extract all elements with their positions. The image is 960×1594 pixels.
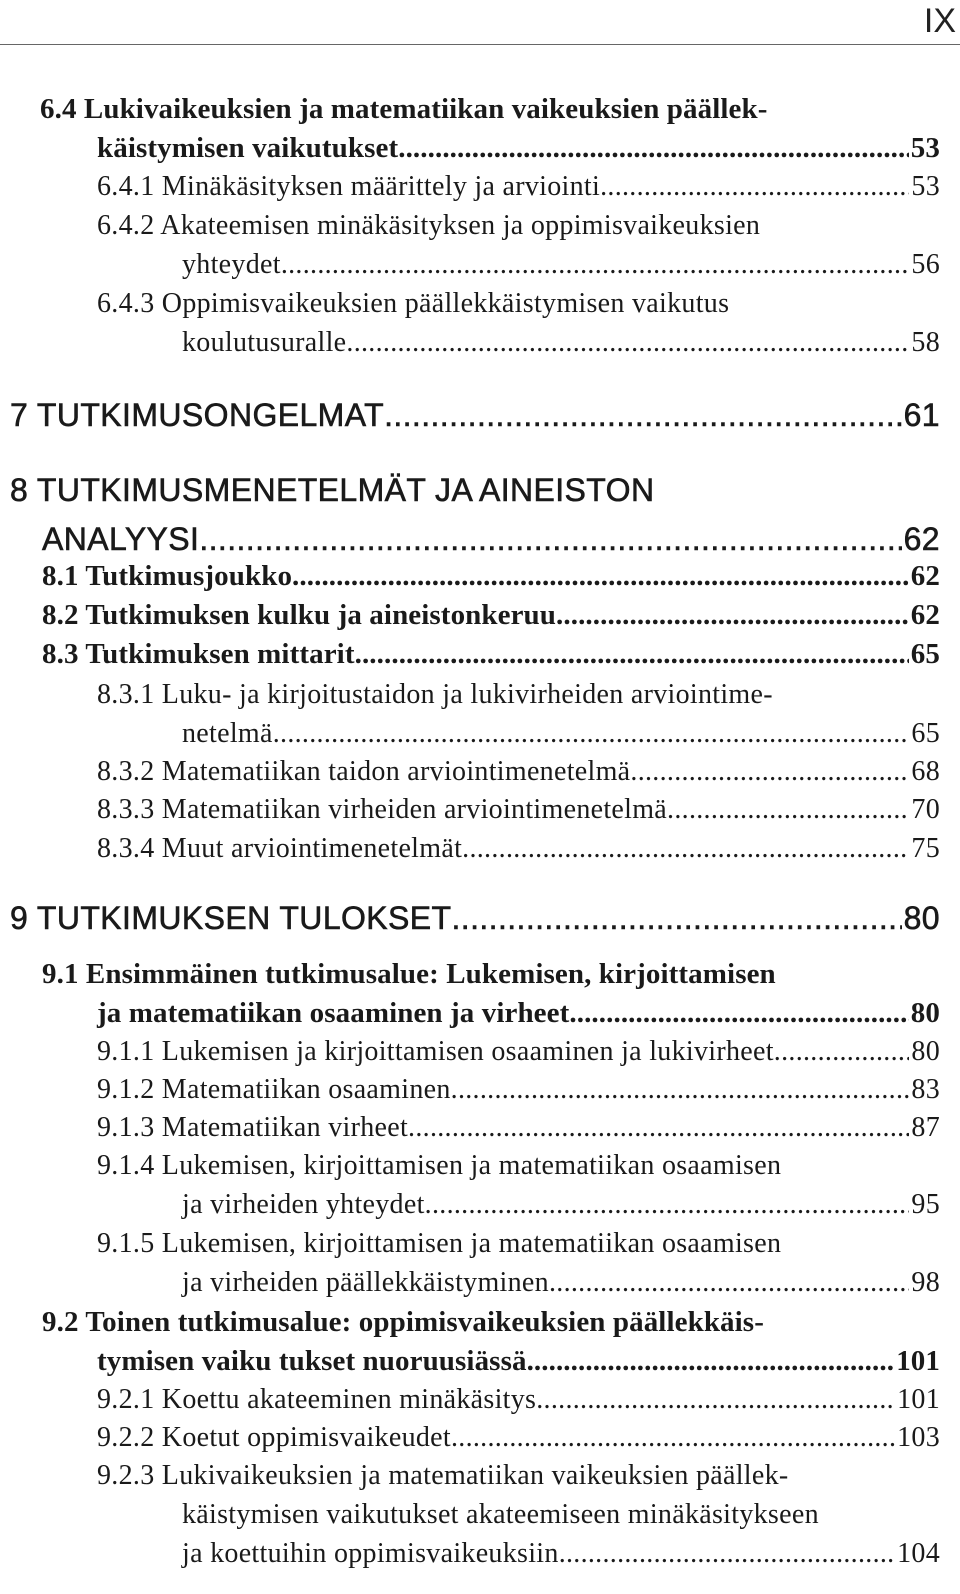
toc-page-number: 58 xyxy=(911,327,940,358)
toc-entry-title: 9.1.1 Lukemisen ja kirjoittamisen osaaminen ja lukivirheet xyxy=(97,1036,774,1067)
toc-entry-title: 9.2 Toinen tutkimusalue: oppimisvaikeuksien päällekkäis- xyxy=(42,1306,764,1338)
dot-leader xyxy=(451,1074,910,1106)
toc-entry-title: 8.3 Tutkimuksen mittarit xyxy=(42,638,355,670)
toc-page-number: 68 xyxy=(911,756,940,787)
toc-entry-title: ja virheiden yhteydet xyxy=(182,1189,425,1220)
toc-entry-title: käistymisen vaikutukset xyxy=(97,132,399,164)
toc-chapter-9[interactable] xyxy=(10,900,940,937)
toc-page-number: 80 xyxy=(903,900,940,936)
toc-entry-6-4-line2[interactable] xyxy=(97,132,940,165)
toc-entry-9-2-line2[interactable] xyxy=(97,1345,940,1378)
toc-entry-title: 6.4 Lukivaikeuksien ja matematiikan vaikeuksien päällek- xyxy=(40,93,768,125)
toc-entry-9-1-4-line1[interactable] xyxy=(97,1150,940,1182)
dot-leader xyxy=(398,132,909,165)
toc-entry-title: 9 TUTKIMUKSEN TULOKSET xyxy=(10,900,452,936)
toc-entry-title: 8.3.3 Matematiikan virheiden arviointimenetelmä xyxy=(97,794,668,825)
toc-chapter-8-line1[interactable] xyxy=(10,472,940,509)
toc-chapter-7[interactable] xyxy=(10,397,940,434)
toc-entry-8-3-2[interactable] xyxy=(97,756,940,788)
toc-entry-title: 7 TUTKIMUSONGELMAT xyxy=(10,397,385,433)
toc-page-number: 53 xyxy=(910,132,940,164)
toc-entry-title: 6.4.1 Minäkäsityksen määrittely ja arviointi xyxy=(97,171,601,202)
toc-entry-9-1-4-line2[interactable] xyxy=(182,1189,940,1221)
toc-page-number: 101 xyxy=(897,1384,940,1415)
toc-entry-title: 8.3.4 Muut arviointimenetelmät xyxy=(97,833,463,864)
toc-page-number: 65 xyxy=(910,638,940,670)
dot-leader xyxy=(667,794,909,826)
dot-leader xyxy=(408,1112,909,1144)
toc-page-number: 65 xyxy=(911,718,940,749)
toc-entry-8-3-1-line2[interactable] xyxy=(182,718,940,750)
toc-entry-title: 9.1.4 Lukemisen, kirjoittamisen ja matematiikan osaamisen xyxy=(97,1150,782,1181)
dot-leader xyxy=(559,1538,895,1570)
toc-page-number: 61 xyxy=(903,397,940,433)
toc-page-number: 62 xyxy=(903,521,940,557)
toc-entry-title: 9.1.5 Lukemisen, kirjoittamisen ja matematiikan osaamisen xyxy=(97,1228,782,1259)
toc-entry-9-1-1[interactable] xyxy=(97,1036,940,1068)
toc-page-number: 104 xyxy=(897,1538,940,1569)
toc-page-number: 75 xyxy=(911,833,940,864)
dot-leader xyxy=(292,560,909,593)
toc-entry-6-4-3-line2[interactable] xyxy=(182,327,940,359)
toc-entry-6-4-1[interactable] xyxy=(97,171,940,203)
toc-page-number: 62 xyxy=(910,560,940,592)
toc-entry-9-2-3-line2[interactable] xyxy=(182,1499,940,1531)
toc-page-number: 80 xyxy=(910,997,940,1029)
toc-page-number: 95 xyxy=(911,1189,940,1220)
toc-entry-8-3-1-line1[interactable] xyxy=(97,679,940,711)
toc-page-number: 53 xyxy=(911,171,940,202)
toc-entry-title: 8.3.2 Matematiikan taidon arviointimenetelmä xyxy=(97,756,631,787)
dot-leader xyxy=(199,521,901,558)
toc-entry-title: 8.1 Tutkimusjoukko xyxy=(42,560,293,592)
toc-entry-title: 6.4.3 Oppimisvaikeuksien päällekkäistymisen vaikutus xyxy=(97,288,730,319)
dot-leader xyxy=(774,1036,910,1068)
toc-entry-title: 8.2 Tutkimuksen kulku ja aineistonkeruu xyxy=(42,599,557,631)
toc-entry-8-2[interactable] xyxy=(42,599,940,632)
toc-page-number: 62 xyxy=(910,599,940,631)
toc-entry-9-2-line1[interactable] xyxy=(42,1306,940,1339)
toc-entry-9-1-5-line2[interactable] xyxy=(182,1267,940,1299)
toc-entry-9-2-3-line1[interactable] xyxy=(97,1460,940,1492)
toc-entry-9-1-3[interactable] xyxy=(97,1112,940,1144)
toc-entry-title: 9.1.3 Matematiikan virheet xyxy=(97,1112,409,1143)
dot-leader xyxy=(569,997,908,1030)
toc-page-number: 83 xyxy=(911,1074,940,1105)
toc-entry-6-4-2-line2[interactable] xyxy=(182,249,940,281)
toc-entry-title: 6.4.2 Akateemisen minäkäsityksen ja oppimisvaikeuksien xyxy=(97,210,761,241)
toc-entry-6-4-3-line1[interactable] xyxy=(97,288,940,320)
dot-leader xyxy=(425,1189,910,1221)
toc-page-number: 87 xyxy=(911,1112,940,1143)
dot-leader xyxy=(549,1267,909,1299)
dot-leader xyxy=(355,638,909,671)
toc-entry-9-1-2[interactable] xyxy=(97,1074,940,1106)
toc-page-number: 98 xyxy=(911,1267,940,1298)
toc-entry-title: 9.2.1 Koettu akateeminen minäkäsitys xyxy=(97,1384,537,1415)
dot-leader xyxy=(527,1345,895,1378)
dot-leader xyxy=(451,1422,895,1454)
dot-leader xyxy=(556,599,909,632)
toc-entry-8-1[interactable] xyxy=(42,560,940,593)
toc-entry-9-1-5-line1[interactable] xyxy=(97,1228,940,1260)
toc-entry-8-3[interactable] xyxy=(42,638,940,671)
toc-entry-8-3-3[interactable] xyxy=(97,794,940,826)
header-rule xyxy=(0,44,960,45)
toc-entry-title: yhteydet xyxy=(182,249,281,280)
toc-entry-9-2-3-line3[interactable] xyxy=(182,1538,940,1570)
toc-entry-9-1-line2[interactable] xyxy=(97,997,940,1030)
toc-chapter-8-line2[interactable] xyxy=(42,521,940,558)
dot-leader xyxy=(384,397,902,434)
dot-leader xyxy=(281,249,910,281)
toc-entry-title: 9.1 Ensimmäinen tutkimusalue: Lukemisen, kirjoittamisen xyxy=(42,958,776,990)
toc-entry-title: ja matematiikan osaaminen ja virheet xyxy=(97,997,570,1029)
toc-entry-8-3-4[interactable] xyxy=(97,833,940,865)
toc-entry-9-2-2[interactable] xyxy=(97,1422,940,1454)
toc-entry-title: 8.3.1 Luku- ja kirjoitustaidon ja lukivirheiden arviointime- xyxy=(97,679,773,710)
toc-page-number: 101 xyxy=(896,1345,940,1377)
toc-entry-title: 9.2.2 Koetut oppimisvaikeudet xyxy=(97,1422,451,1453)
toc-entry-title: 9.1.2 Matematiikan osaaminen xyxy=(97,1074,451,1105)
toc-entry-title: 9.2.3 Lukivaikeuksien ja matematiikan vaikeuksien päällek- xyxy=(97,1460,789,1491)
toc-entry-title: netelmä xyxy=(182,718,273,749)
toc-entry-title: tymisen vaiku tukset nuoruusiässä xyxy=(97,1345,527,1377)
toc-entry-6-4-line1[interactable] xyxy=(40,93,940,126)
dot-leader xyxy=(346,327,909,359)
dot-leader xyxy=(452,900,902,937)
dot-leader xyxy=(536,1384,895,1416)
toc-entry-title: ANALYYSI xyxy=(42,521,200,557)
toc-entry-title: ja virheiden päällekkäistyminen xyxy=(182,1267,549,1298)
page-number: IX xyxy=(923,2,956,40)
toc-page-number: 56 xyxy=(911,249,940,280)
toc-entry-9-2-1[interactable] xyxy=(97,1384,940,1416)
toc-entry-title: koulutusuralle xyxy=(182,327,347,358)
toc-entry-9-1-line1[interactable] xyxy=(42,958,940,991)
toc-page-number: 70 xyxy=(911,794,940,825)
dot-leader xyxy=(273,718,910,750)
toc-entry-title: 8 TUTKIMUSMENETELMÄT JA AINEISTON xyxy=(10,472,655,508)
toc-entry-title: käistymisen vaikutukset akateemiseen minäkäsitykseen xyxy=(182,1499,819,1530)
dot-leader xyxy=(462,833,909,865)
toc-page-number: 80 xyxy=(911,1036,940,1067)
toc-entry-6-4-2-line1[interactable] xyxy=(97,210,940,242)
toc-entry-title: ja koettuihin oppimisvaikeuksiin xyxy=(182,1538,559,1569)
dot-leader xyxy=(630,756,909,788)
toc-page-number: 103 xyxy=(897,1422,940,1453)
dot-leader xyxy=(600,171,909,203)
